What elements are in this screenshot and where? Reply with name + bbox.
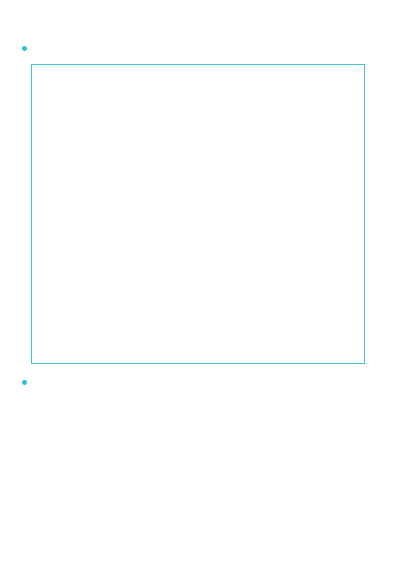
- exercise-frame: [31, 64, 365, 364]
- task2-bullet: [22, 380, 27, 385]
- task1-bullet: [22, 46, 27, 51]
